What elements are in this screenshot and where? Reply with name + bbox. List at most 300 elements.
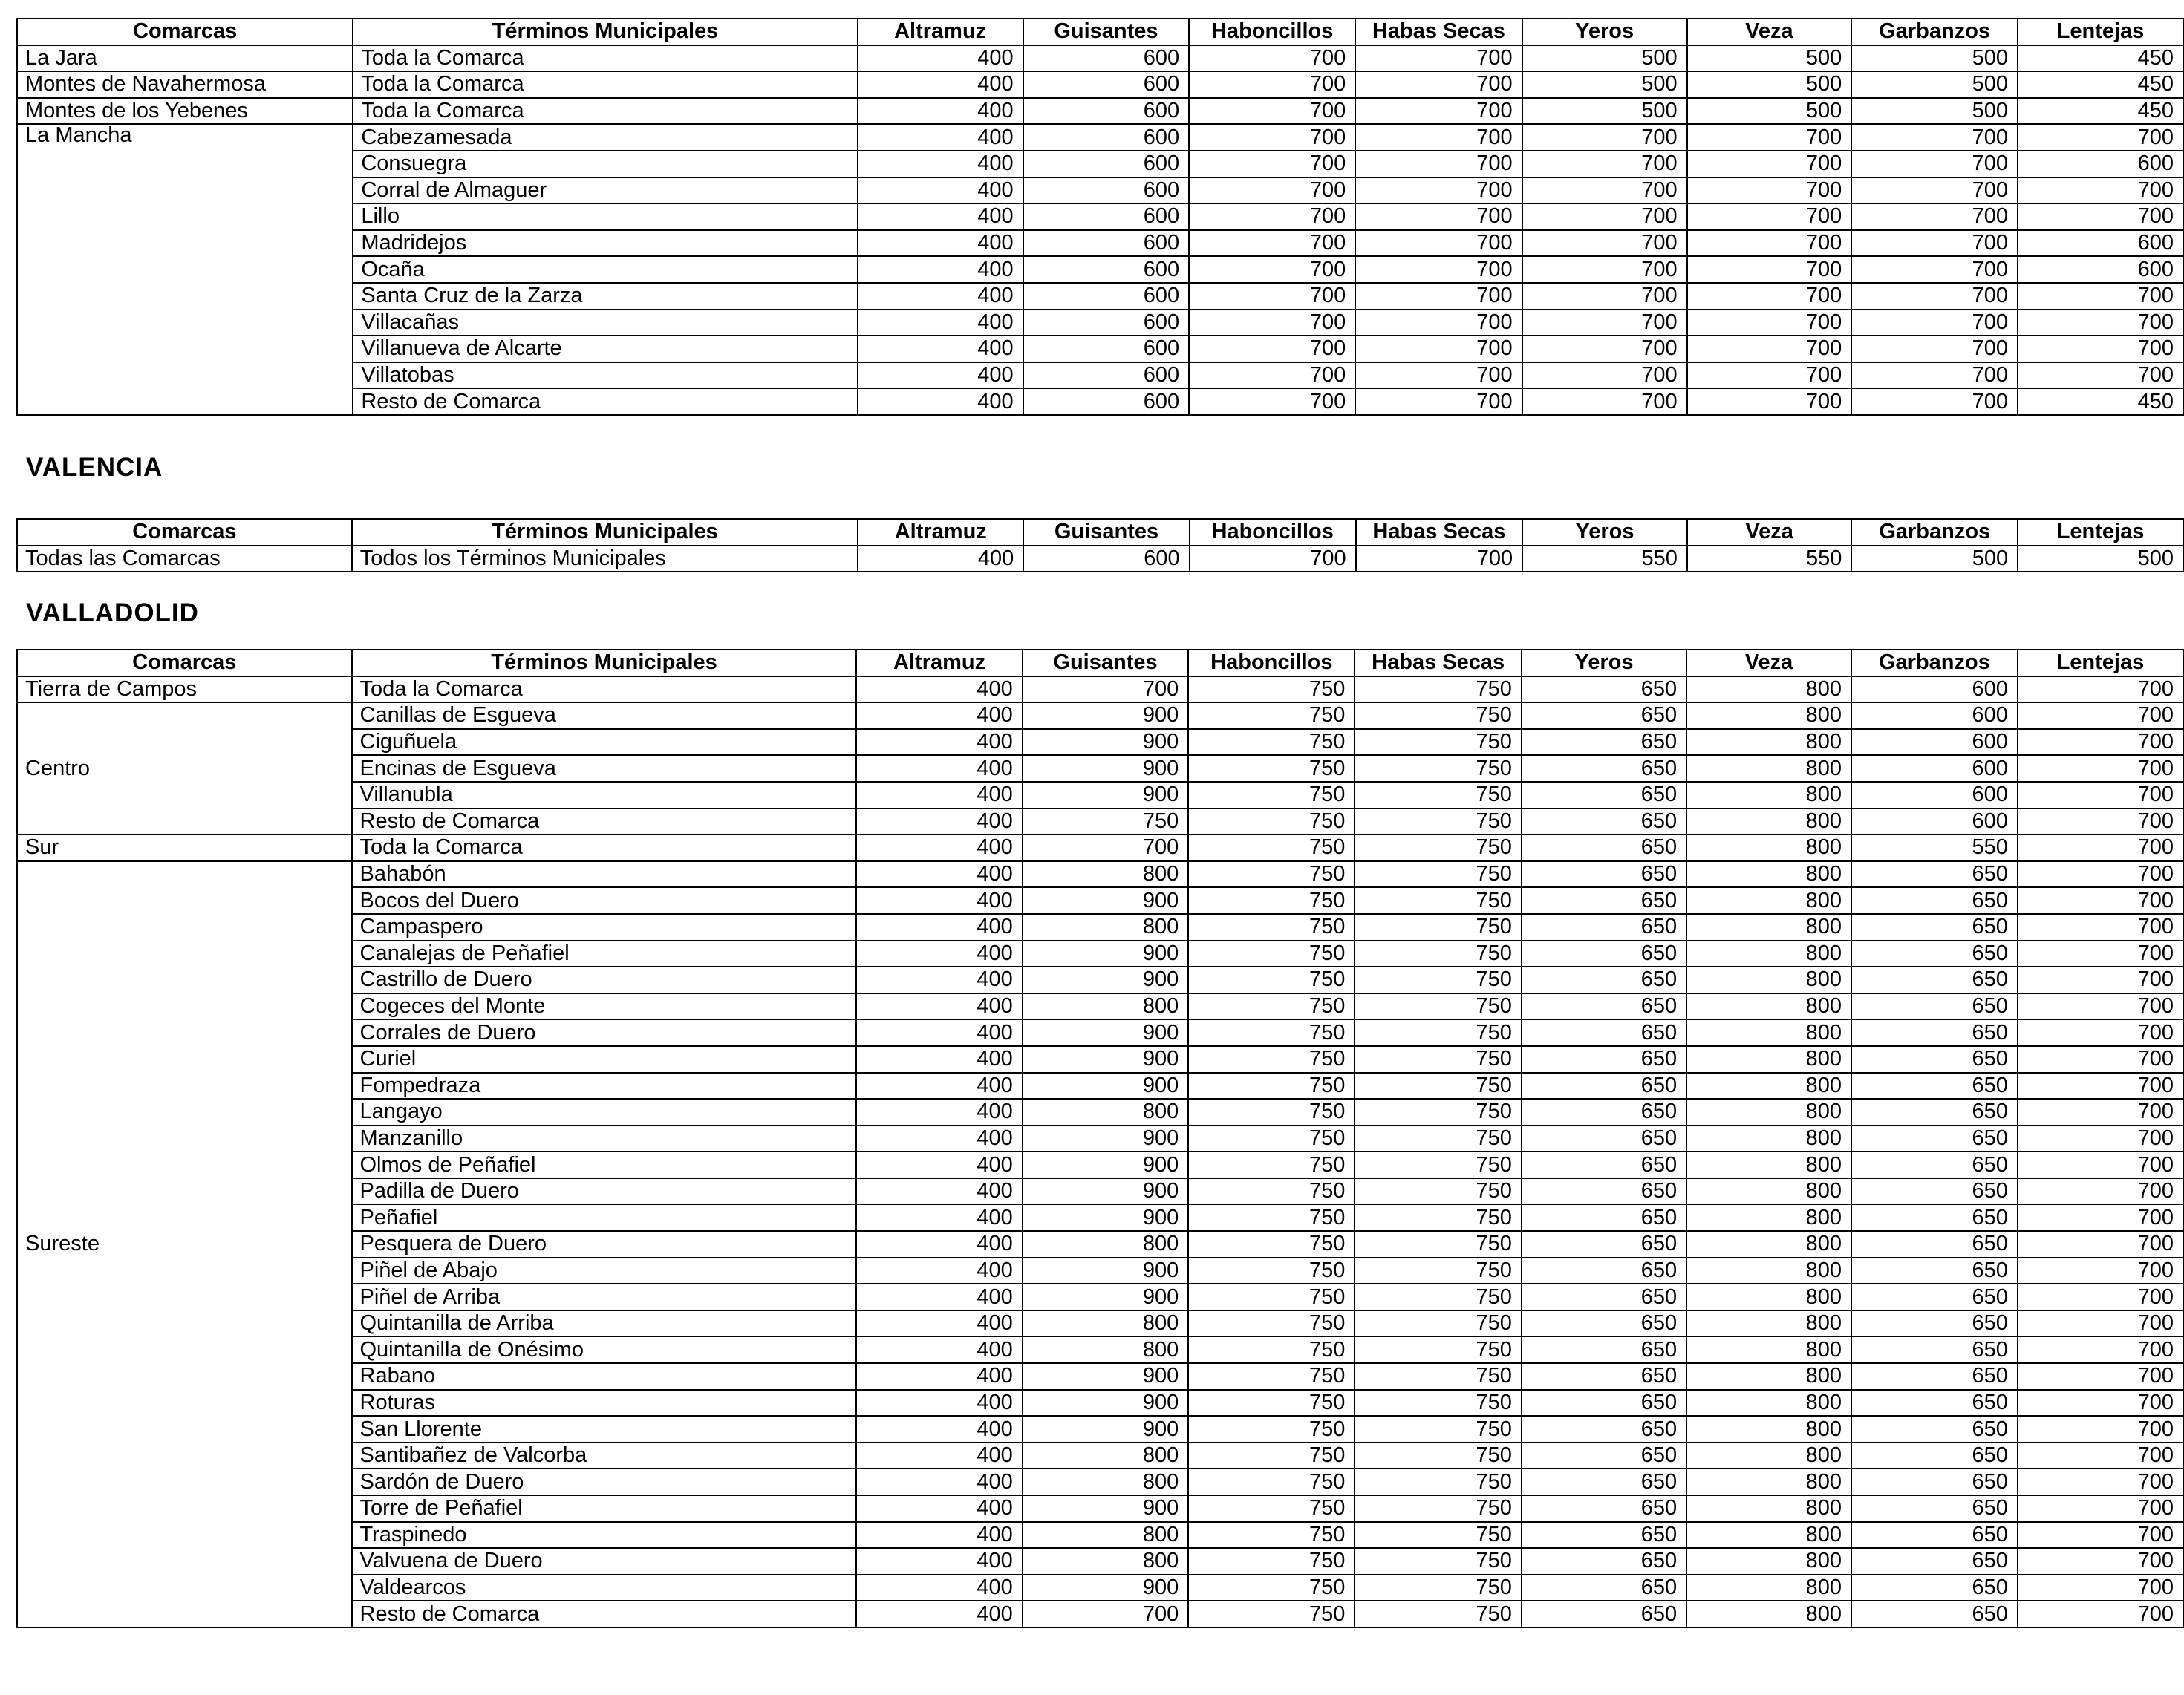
value-cell: 700 bbox=[1851, 203, 2018, 230]
value-cell: 750 bbox=[1355, 1126, 1521, 1152]
value-cell: 600 bbox=[2018, 151, 2183, 177]
value-cell: 600 bbox=[1023, 71, 1189, 98]
value-cell: 800 bbox=[1023, 1099, 1189, 1126]
termino-cell: Consuegra bbox=[353, 151, 857, 177]
value-cell: 900 bbox=[1023, 782, 1189, 809]
value-cell: 400 bbox=[856, 1416, 1022, 1443]
value-cell: 700 bbox=[2018, 1231, 2183, 1258]
termino-cell: Traspinedo bbox=[352, 1522, 857, 1549]
value-cell: 800 bbox=[1686, 1522, 1851, 1549]
termino-cell: Toda la Comarca bbox=[353, 45, 857, 72]
termino-cell: Quintanilla de Onésimo bbox=[352, 1336, 857, 1363]
value-cell: 700 bbox=[2018, 1363, 2183, 1390]
value-cell: 800 bbox=[1686, 941, 1851, 967]
value-cell: 550 bbox=[1522, 546, 1687, 572]
value-cell: 750 bbox=[1188, 729, 1355, 756]
value-cell: 750 bbox=[1355, 1258, 1521, 1284]
value-cell: 400 bbox=[858, 283, 1023, 310]
value-cell: 700 bbox=[2018, 1469, 2183, 1495]
value-cell: 750 bbox=[1188, 1522, 1355, 1549]
value-cell: 650 bbox=[1522, 1284, 1686, 1310]
value-cell: 800 bbox=[1686, 1310, 1851, 1337]
value-cell: 650 bbox=[1851, 993, 2018, 1020]
value-cell: 600 bbox=[1023, 546, 1189, 572]
value-cell: 900 bbox=[1023, 1258, 1189, 1284]
value-cell: 650 bbox=[1522, 1019, 1686, 1046]
table-row bbox=[17, 702, 2183, 729]
value-cell: 400 bbox=[856, 887, 1022, 914]
value-cell: 800 bbox=[1686, 1469, 1851, 1495]
value-cell: 700 bbox=[1851, 230, 2018, 257]
value-cell: 650 bbox=[1851, 1601, 2018, 1627]
value-cell: 700 bbox=[1522, 336, 1687, 362]
value-cell: 750 bbox=[1355, 1073, 1521, 1100]
table-row bbox=[17, 71, 2183, 98]
value-cell: 650 bbox=[1851, 1469, 2018, 1495]
value-cell: 700 bbox=[2018, 941, 2183, 967]
value-cell: 800 bbox=[1023, 1231, 1189, 1258]
value-cell: 800 bbox=[1686, 1152, 1851, 1178]
column-header: Términos Municipales bbox=[353, 19, 857, 45]
column-header: Comarcas bbox=[17, 19, 353, 45]
value-cell: 700 bbox=[1851, 256, 2018, 283]
column-header: Lentejas bbox=[2018, 519, 2183, 546]
value-cell: 700 bbox=[2018, 1310, 2183, 1337]
value-cell: 700 bbox=[2018, 809, 2183, 835]
value-cell: 900 bbox=[1023, 755, 1189, 782]
value-cell: 750 bbox=[1188, 1046, 1355, 1073]
value-cell: 800 bbox=[1686, 835, 1851, 861]
value-cell: 700 bbox=[1189, 362, 1355, 389]
table-row bbox=[17, 45, 2183, 72]
value-cell: 800 bbox=[1686, 1284, 1851, 1310]
value-cell: 650 bbox=[1522, 755, 1686, 782]
value-cell: 700 bbox=[1189, 230, 1355, 257]
value-cell: 750 bbox=[1188, 1601, 1355, 1627]
value-cell: 400 bbox=[856, 1443, 1022, 1469]
value-cell: 800 bbox=[1023, 1548, 1189, 1575]
value-cell: 700 bbox=[1522, 362, 1687, 389]
value-cell: 800 bbox=[1686, 1390, 1851, 1417]
section-heading: VALENCIA bbox=[26, 453, 163, 482]
value-cell: 500 bbox=[1687, 98, 1852, 125]
value-cell: 800 bbox=[1686, 809, 1851, 835]
value-cell: 750 bbox=[1355, 861, 1521, 888]
table-row bbox=[17, 124, 2183, 151]
value-cell: 700 bbox=[2018, 1336, 2183, 1363]
value-cell: 800 bbox=[1686, 702, 1851, 729]
value-cell: 700 bbox=[1522, 124, 1687, 151]
value-cell: 450 bbox=[2018, 71, 2183, 98]
value-cell: 650 bbox=[1522, 1601, 1686, 1627]
value-cell: 650 bbox=[1851, 1522, 2018, 1549]
value-cell: 700 bbox=[2018, 1152, 2183, 1178]
termino-cell: Piñel de Abajo bbox=[352, 1258, 857, 1284]
termino-cell: Lillo bbox=[353, 203, 857, 230]
value-cell: 700 bbox=[1355, 45, 1522, 72]
value-cell: 700 bbox=[2018, 914, 2183, 941]
value-cell: 700 bbox=[1189, 203, 1355, 230]
termino-cell: Peñafiel bbox=[352, 1204, 857, 1231]
comarca-cell: Sureste bbox=[17, 861, 352, 1627]
value-cell: 900 bbox=[1023, 1204, 1189, 1231]
value-cell: 650 bbox=[1851, 1390, 2018, 1417]
termino-cell: Santa Cruz de la Zarza bbox=[353, 283, 857, 310]
value-cell: 400 bbox=[856, 993, 1022, 1020]
value-cell: 750 bbox=[1355, 702, 1521, 729]
value-cell: 800 bbox=[1686, 1204, 1851, 1231]
value-cell: 900 bbox=[1023, 1284, 1189, 1310]
column-header: Altramuz bbox=[856, 650, 1022, 676]
value-cell: 400 bbox=[856, 1575, 1022, 1601]
value-cell: 750 bbox=[1355, 1336, 1521, 1363]
value-cell: 650 bbox=[1522, 941, 1686, 967]
value-cell: 750 bbox=[1188, 1152, 1355, 1178]
termino-cell: Langayo bbox=[352, 1099, 857, 1126]
termino-cell: Toda la Comarca bbox=[352, 676, 857, 703]
value-cell: 450 bbox=[2018, 98, 2183, 125]
value-cell: 700 bbox=[2018, 1046, 2183, 1073]
value-cell: 700 bbox=[1355, 310, 1522, 336]
value-cell: 700 bbox=[1851, 124, 2018, 151]
termino-cell: Campaspero bbox=[352, 914, 857, 941]
value-cell: 800 bbox=[1686, 1363, 1851, 1390]
termino-cell: Castrillo de Duero bbox=[352, 967, 857, 993]
value-cell: 650 bbox=[1522, 1073, 1686, 1100]
value-cell: 750 bbox=[1355, 835, 1521, 861]
termino-cell: Toda la Comarca bbox=[353, 71, 857, 98]
value-cell: 900 bbox=[1023, 1046, 1189, 1073]
value-cell: 700 bbox=[1687, 283, 1852, 310]
value-cell: 650 bbox=[1522, 1522, 1686, 1549]
value-cell: 650 bbox=[1522, 1336, 1686, 1363]
value-cell: 750 bbox=[1355, 1310, 1521, 1337]
column-header: Yeros bbox=[1522, 650, 1686, 676]
value-cell: 800 bbox=[1686, 755, 1851, 782]
column-header: Veza bbox=[1687, 19, 1852, 45]
value-cell: 700 bbox=[1851, 151, 2018, 177]
value-cell: 700 bbox=[1355, 230, 1522, 257]
value-cell: 700 bbox=[1189, 336, 1355, 362]
termino-cell: Valdearcos bbox=[352, 1575, 857, 1601]
value-cell: 900 bbox=[1023, 1073, 1189, 1100]
value-cell: 700 bbox=[1189, 283, 1355, 310]
value-cell: 650 bbox=[1522, 1310, 1686, 1337]
value-cell: 600 bbox=[1851, 729, 2018, 756]
termino-cell: Piñel de Arriba bbox=[352, 1284, 857, 1310]
value-cell: 750 bbox=[1355, 1284, 1521, 1310]
value-cell: 800 bbox=[1686, 1416, 1851, 1443]
value-cell: 750 bbox=[1355, 755, 1521, 782]
value-cell: 900 bbox=[1023, 1416, 1189, 1443]
value-cell: 600 bbox=[1023, 336, 1189, 362]
value-cell: 400 bbox=[856, 1178, 1022, 1205]
value-cell: 650 bbox=[1851, 1152, 2018, 1178]
value-cell: 650 bbox=[1851, 861, 2018, 888]
value-cell: 750 bbox=[1188, 1019, 1355, 1046]
value-cell: 400 bbox=[856, 1336, 1022, 1363]
termino-cell: Canalejas de Peñafiel bbox=[352, 941, 857, 967]
section-heading: VALLADOLID bbox=[26, 598, 199, 627]
column-header: Términos Municipales bbox=[352, 650, 857, 676]
termino-cell: Resto de Comarca bbox=[352, 809, 857, 835]
table-row bbox=[17, 861, 2183, 888]
value-cell: 650 bbox=[1522, 1178, 1686, 1205]
value-cell: 700 bbox=[2018, 177, 2183, 204]
column-header: Garbanzos bbox=[1851, 519, 2018, 546]
value-cell: 700 bbox=[1189, 98, 1355, 125]
value-cell: 750 bbox=[1188, 782, 1355, 809]
value-cell: 700 bbox=[2018, 1126, 2183, 1152]
value-cell: 400 bbox=[856, 1204, 1022, 1231]
termino-cell: Encinas de Esgueva bbox=[352, 755, 857, 782]
value-cell: 650 bbox=[1851, 914, 2018, 941]
termino-cell: Santibañez de Valcorba bbox=[352, 1443, 857, 1469]
value-cell: 750 bbox=[1188, 809, 1355, 835]
value-cell: 700 bbox=[1522, 203, 1687, 230]
column-header: Garbanzos bbox=[1851, 19, 2018, 45]
value-cell: 700 bbox=[1023, 676, 1189, 703]
value-cell: 400 bbox=[856, 1390, 1022, 1417]
value-cell: 700 bbox=[2018, 993, 2183, 1020]
value-cell: 600 bbox=[1851, 702, 2018, 729]
termino-cell: Torre de Peñafiel bbox=[352, 1495, 857, 1522]
value-cell: 800 bbox=[1686, 782, 1851, 809]
value-cell: 500 bbox=[1851, 98, 2018, 125]
value-cell: 800 bbox=[1023, 1522, 1189, 1549]
value-cell: 700 bbox=[2018, 283, 2183, 310]
value-cell: 700 bbox=[2018, 1204, 2183, 1231]
value-cell: 650 bbox=[1522, 1443, 1686, 1469]
value-cell: 700 bbox=[1687, 177, 1852, 204]
termino-cell: Pesquera de Duero bbox=[352, 1231, 857, 1258]
value-cell: 650 bbox=[1522, 1390, 1686, 1417]
value-cell: 400 bbox=[858, 151, 1023, 177]
value-cell: 700 bbox=[2018, 1258, 2183, 1284]
termino-cell: Corrales de Duero bbox=[352, 1019, 857, 1046]
value-cell: 650 bbox=[1851, 1284, 2018, 1310]
value-cell: 700 bbox=[2018, 336, 2183, 362]
value-cell: 900 bbox=[1023, 729, 1189, 756]
value-cell: 500 bbox=[2018, 546, 2183, 572]
value-cell: 400 bbox=[856, 1073, 1022, 1100]
value-cell: 700 bbox=[2018, 967, 2183, 993]
value-cell: 750 bbox=[1355, 1019, 1521, 1046]
termino-cell: Roturas bbox=[352, 1390, 857, 1417]
value-cell: 800 bbox=[1686, 861, 1851, 888]
value-cell: 600 bbox=[1023, 98, 1189, 125]
value-cell: 750 bbox=[1188, 1443, 1355, 1469]
value-cell: 650 bbox=[1851, 1099, 2018, 1126]
value-cell: 700 bbox=[1355, 177, 1522, 204]
value-cell: 650 bbox=[1522, 1258, 1686, 1284]
value-cell: 700 bbox=[1355, 203, 1522, 230]
termino-cell: Ocaña bbox=[353, 256, 857, 283]
value-cell: 500 bbox=[1687, 71, 1852, 98]
value-cell: 550 bbox=[1687, 546, 1852, 572]
termino-cell: Sardón de Duero bbox=[352, 1469, 857, 1495]
value-cell: 400 bbox=[858, 124, 1023, 151]
column-header: Guisantes bbox=[1023, 19, 1189, 45]
value-cell: 700 bbox=[2018, 702, 2183, 729]
value-cell: 900 bbox=[1023, 887, 1189, 914]
value-cell: 700 bbox=[1522, 177, 1687, 204]
value-cell: 650 bbox=[1522, 835, 1686, 861]
value-cell: 700 bbox=[1522, 256, 1687, 283]
value-cell: 400 bbox=[856, 1495, 1022, 1522]
value-cell: 800 bbox=[1686, 993, 1851, 1020]
column-header: Lentejas bbox=[2018, 19, 2183, 45]
value-cell: 750 bbox=[1188, 1548, 1355, 1575]
value-cell: 700 bbox=[1522, 151, 1687, 177]
value-cell: 450 bbox=[2018, 45, 2183, 72]
value-cell: 800 bbox=[1686, 1495, 1851, 1522]
value-cell: 750 bbox=[1355, 1390, 1521, 1417]
value-cell: 400 bbox=[856, 729, 1022, 756]
value-cell: 600 bbox=[1023, 362, 1189, 389]
value-cell: 400 bbox=[856, 782, 1022, 809]
value-cell: 650 bbox=[1522, 1204, 1686, 1231]
comarca-cell: Sur bbox=[17, 835, 352, 861]
value-cell: 800 bbox=[1686, 914, 1851, 941]
crop-table bbox=[16, 18, 2184, 416]
value-cell: 450 bbox=[2018, 388, 2183, 415]
value-cell: 750 bbox=[1188, 1231, 1355, 1258]
value-cell: 750 bbox=[1355, 1601, 1521, 1627]
value-cell: 600 bbox=[1023, 283, 1189, 310]
value-cell: 750 bbox=[1188, 1178, 1355, 1205]
value-cell: 750 bbox=[1188, 861, 1355, 888]
termino-cell: Madridejos bbox=[353, 230, 857, 257]
value-cell: 750 bbox=[1355, 1548, 1521, 1575]
value-cell: 400 bbox=[856, 1284, 1022, 1310]
value-cell: 750 bbox=[1188, 835, 1355, 861]
value-cell: 650 bbox=[1851, 1046, 2018, 1073]
value-cell: 800 bbox=[1686, 1073, 1851, 1100]
value-cell: 600 bbox=[1851, 755, 2018, 782]
value-cell: 700 bbox=[2018, 1416, 2183, 1443]
termino-cell: Corral de Almaguer bbox=[353, 177, 857, 204]
termino-cell: Villacañas bbox=[353, 310, 857, 336]
value-cell: 750 bbox=[1188, 702, 1355, 729]
column-header: Habas Secas bbox=[1356, 519, 1522, 546]
column-header: Comarcas bbox=[17, 650, 352, 676]
column-header: Yeros bbox=[1522, 519, 1687, 546]
column-header: Yeros bbox=[1522, 19, 1687, 45]
termino-cell: Villanueva de Alcarte bbox=[353, 336, 857, 362]
column-header: Veza bbox=[1687, 519, 1852, 546]
value-cell: 600 bbox=[1851, 782, 2018, 809]
value-cell: 800 bbox=[1686, 729, 1851, 756]
value-cell: 650 bbox=[1851, 967, 2018, 993]
value-cell: 700 bbox=[1687, 256, 1852, 283]
termino-cell: Toda la Comarca bbox=[352, 835, 857, 861]
value-cell: 750 bbox=[1355, 887, 1521, 914]
value-cell: 750 bbox=[1023, 809, 1189, 835]
value-cell: 900 bbox=[1023, 1152, 1189, 1178]
value-cell: 900 bbox=[1023, 1495, 1189, 1522]
value-cell: 800 bbox=[1023, 1336, 1189, 1363]
value-cell: 700 bbox=[2018, 1443, 2183, 1469]
value-cell: 700 bbox=[1522, 388, 1687, 415]
value-cell: 400 bbox=[858, 310, 1023, 336]
value-cell: 700 bbox=[2018, 1548, 2183, 1575]
column-header: Comarcas bbox=[17, 519, 352, 546]
value-cell: 600 bbox=[2018, 230, 2183, 257]
value-cell: 750 bbox=[1355, 1443, 1521, 1469]
value-cell: 750 bbox=[1355, 1204, 1521, 1231]
value-cell: 650 bbox=[1522, 967, 1686, 993]
value-cell: 650 bbox=[1851, 1231, 2018, 1258]
value-cell: 750 bbox=[1355, 1231, 1521, 1258]
value-cell: 700 bbox=[1851, 283, 2018, 310]
value-cell: 650 bbox=[1522, 1416, 1686, 1443]
column-header: Altramuz bbox=[858, 519, 1023, 546]
value-cell: 400 bbox=[856, 914, 1022, 941]
value-cell: 900 bbox=[1023, 1178, 1189, 1205]
value-cell: 750 bbox=[1355, 809, 1521, 835]
value-cell: 800 bbox=[1686, 1336, 1851, 1363]
value-cell: 900 bbox=[1023, 1363, 1189, 1390]
value-cell: 800 bbox=[1686, 1231, 1851, 1258]
crop-table bbox=[16, 649, 2184, 1628]
value-cell: 750 bbox=[1355, 914, 1521, 941]
value-cell: 400 bbox=[856, 1522, 1022, 1549]
value-cell: 600 bbox=[1023, 256, 1189, 283]
header-row bbox=[17, 19, 2183, 45]
value-cell: 650 bbox=[1851, 1336, 2018, 1363]
value-cell: 900 bbox=[1023, 1575, 1189, 1601]
value-cell: 600 bbox=[1023, 151, 1189, 177]
value-cell: 700 bbox=[2018, 203, 2183, 230]
value-cell: 600 bbox=[1851, 809, 2018, 835]
value-cell: 400 bbox=[856, 1046, 1022, 1073]
value-cell: 650 bbox=[1851, 941, 2018, 967]
value-cell: 650 bbox=[1522, 782, 1686, 809]
header-row bbox=[17, 519, 2183, 546]
value-cell: 750 bbox=[1355, 1575, 1521, 1601]
value-cell: 750 bbox=[1188, 1495, 1355, 1522]
column-header: Guisantes bbox=[1023, 650, 1189, 676]
value-cell: 650 bbox=[1851, 1258, 2018, 1284]
value-cell: 700 bbox=[2018, 1099, 2183, 1126]
value-cell: 500 bbox=[1522, 98, 1687, 125]
comarca-cell: Todas las Comarcas bbox=[17, 546, 352, 572]
comarca-cell: Montes de los Yebenes bbox=[17, 98, 353, 125]
value-cell: 700 bbox=[2018, 782, 2183, 809]
value-cell: 750 bbox=[1188, 1469, 1355, 1495]
value-cell: 700 bbox=[1189, 177, 1355, 204]
value-cell: 750 bbox=[1355, 1099, 1521, 1126]
value-cell: 400 bbox=[856, 676, 1022, 703]
value-cell: 750 bbox=[1188, 887, 1355, 914]
value-cell: 600 bbox=[1023, 388, 1189, 415]
value-cell: 650 bbox=[1851, 1310, 2018, 1337]
column-header: Garbanzos bbox=[1851, 650, 2018, 676]
value-cell: 750 bbox=[1355, 1363, 1521, 1390]
value-cell: 750 bbox=[1355, 729, 1521, 756]
comarca-cell: La Mancha bbox=[17, 124, 353, 415]
termino-cell: Ciguñuela bbox=[352, 729, 857, 756]
value-cell: 700 bbox=[1189, 310, 1355, 336]
value-cell: 700 bbox=[2018, 1390, 2183, 1417]
value-cell: 400 bbox=[856, 1126, 1022, 1152]
value-cell: 800 bbox=[1686, 1178, 1851, 1205]
value-cell: 500 bbox=[1522, 71, 1687, 98]
column-header: Habas Secas bbox=[1355, 19, 1522, 45]
value-cell: 700 bbox=[1023, 835, 1189, 861]
value-cell: 600 bbox=[1023, 45, 1189, 72]
